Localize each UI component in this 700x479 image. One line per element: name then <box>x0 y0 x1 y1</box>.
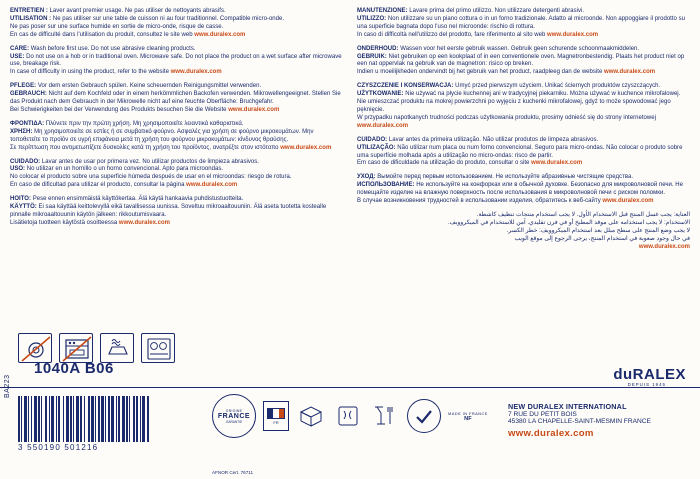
french-flag-icon <box>263 401 289 431</box>
microwave-safe-icon <box>100 333 134 363</box>
ru-care-text: Вымойте перед первым использованием. Не используйте абразивные чистящие средства. <box>377 174 634 181</box>
pl-url[interactable]: www.duralex.com <box>357 122 409 129</box>
en-care-text: Wash before first use. Do not use abrasive cleaning products. <box>30 45 196 52</box>
right-column <box>357 8 690 338</box>
no-stovetop-icon <box>18 333 52 363</box>
pt-care-text: Lavar antes da primeira utilização. Não utilizar produtos de limpeza abrasivos. <box>388 136 599 143</box>
ofg-main: FRANCE <box>217 412 251 420</box>
fr-url[interactable]: www.duralex.com <box>194 31 246 38</box>
de-use-line3: Bei Schwierigkeiten bei der Verwendung des Produkts besuchen Sie die Website <box>10 106 229 113</box>
es-care-label: CUIDADO: <box>10 158 42 165</box>
pt-use-text: Não utilizar num placa ou num forno convencional. Seguro para micro-ondas. Não colocar o produto sobre uma superfície molhada após a utilização no micro-ondas: risco de partir. <box>357 144 683 159</box>
company-name: NEW DURALEX INTERNATIONAL <box>508 402 627 411</box>
ru-url[interactable]: www.duralex.com <box>602 198 654 205</box>
es-use-text: No utilizar en un hornillo o un horno convencional. Apto para microondas. <box>26 166 224 173</box>
it-care-label: MANUTENZIONE: <box>357 8 410 14</box>
ofg-top: ORIGINE <box>225 408 243 413</box>
barcode-bars <box>18 396 210 442</box>
de-use-text: Nicht auf dem Kochfeld oder in einem herkömmlichen Backofen verwenden. Mikrowellengeeignet. Stellen Sie das Produkt nach dem Gebrauch in der Mikrowelle nicht auf eine feuchte Oberfläche: Bruchgefahr. <box>10 91 341 106</box>
product-code: 1040A B06 <box>34 360 114 377</box>
fi-care-label: HOITO: <box>10 196 33 203</box>
pt-care-label: CUIDADO: <box>357 136 389 143</box>
block-pt <box>357 137 690 169</box>
block-de <box>10 83 343 115</box>
glass-fork-food-safe-icon <box>370 401 400 431</box>
duralex-brand-sub: DEPUIS 1945 <box>627 382 666 387</box>
nl-care-text: Wassen voor het eerste gebruik wassen. Gebruik geen schurende schoonmaakmiddelen. <box>400 45 640 52</box>
en-use-label: USE: <box>10 53 27 60</box>
fr-care-label: ENTRETIEN : <box>10 8 50 14</box>
de-url[interactable]: www.duralex.com <box>228 106 280 113</box>
en-use-line3: In case of difficulty in using the product, refer to the website <box>10 69 171 76</box>
ar-line4: في حال وجود صعوبة في استخدام المنتج، يرجى الرجوع إلى موقع الويب <box>514 235 690 242</box>
mif-top: MADE IN FRANCE <box>448 410 488 416</box>
nl-use-label: GEBRUIK: <box>357 53 389 60</box>
es-url[interactable]: www.duralex.com <box>186 182 238 189</box>
nl-use-line3: Indien u moeilijkheden ondervindt bij het gebruik van het product, raadpleeg dan de website <box>357 69 605 76</box>
flag-label: FR <box>273 419 279 425</box>
it-use-label: UTILIZZO: <box>357 15 388 22</box>
company-website[interactable]: www.duralex.com <box>508 428 594 439</box>
block-el <box>10 121 343 153</box>
temperature-icon <box>333 401 363 431</box>
left-column <box>10 8 343 338</box>
it-url[interactable]: www.duralex.com <box>547 31 599 38</box>
pictogram-row <box>18 333 175 363</box>
pl-use-line3: W przypadku napotkanych trudności podczas użytkowania produktu, prosimy odnieść się do strony internetowej <box>357 114 656 121</box>
fr-use-line2: Ne pas poser sur une surface humide en sortie de micro-onde, risque de casse. <box>10 23 224 30</box>
de-care-text: Vor dem ersten Gebrauch spülen. Keine scheuernden Reinigungsmittel verwenden. <box>37 83 262 90</box>
fr-use-label: UTILISATION : <box>10 15 53 22</box>
block-ar <box>357 212 690 252</box>
block-ru <box>357 174 690 206</box>
nf-certification-icon <box>407 399 441 433</box>
el-care-label: ΦΡΟΝΤΙΔΑ: <box>10 120 46 127</box>
el-url[interactable]: www.duralex.com <box>280 144 332 151</box>
company-info <box>508 402 688 439</box>
no-oven-icon <box>59 333 93 363</box>
block-fi <box>10 196 343 228</box>
it-use-text: Non utilizzare su un piano cottura o in un forno tradizionale. Adatto al microonde. Non appoggiare il prodotto su una superficie bagnata dopo l'uso nel microonde: rischio di rottura. <box>357 15 685 30</box>
el-use-line3: Σε περίπτωση που αντιμετωπίζετε δυσκολίες κατά τη χρήση του προϊόντος, ανατρέξτε στον ιστότοπο <box>10 144 281 151</box>
ru-care-label: УХОД: <box>357 174 378 181</box>
nl-use-text: Niet gebruiken op een kookplaat of in een conventionele oven. Magnetronbestendig. Plaats het product niet op een nat oppervlak na gebruik van de magnetron: risico op breken. <box>357 53 685 68</box>
block-es <box>10 159 343 191</box>
ru-use-label: ИСПОЛЬЗОВАНИЕ: <box>357 182 417 189</box>
certification-logos <box>212 394 488 438</box>
es-use-label: USO: <box>10 166 27 173</box>
recycle-box-icon <box>296 401 326 431</box>
dishwasher-safe-icon <box>141 333 175 363</box>
fr-use-text: Ne pas utiliser sur une table de cuisson ni au four traditionnel. Compatible micro-onde. <box>52 15 285 22</box>
mif-bottom: NF <box>464 415 472 422</box>
block-en <box>10 46 343 78</box>
en-use-text: Do not use on a hob or in traditional oven. Microwave safe. Do not place the product on a wet surface after microwave use, breakage risk. <box>10 53 342 68</box>
block-fr <box>10 8 343 40</box>
fi-use-label: KÄYTTÖ: <box>10 204 39 211</box>
block-it <box>357 8 690 40</box>
made-in-france-logo <box>448 411 488 422</box>
ar-url[interactable]: www.duralex.com <box>638 243 690 250</box>
it-care-text: Lavare prima del primo utilizzo. Non utilizzare detergenti abrasivi. <box>409 8 585 14</box>
it-use-line3: In caso di difficoltà nell'utilizzo del prodotto, fare riferimento al sito web <box>357 31 548 38</box>
pt-use-line3: Em caso de dificuldade na utilização do produto, consultar o site <box>357 160 532 167</box>
ar-line3: لا يجب وضع المنتج على سطح مبلل بعد استخدام الميكروويف: خطر الكسر. <box>506 227 690 234</box>
fi-url[interactable]: www.duralex.com <box>118 219 171 226</box>
company-address-2: 45380 LA CHAPELLE-SAINT-MESMIN FRANCE <box>508 418 651 425</box>
el-use-text: Μη χρησιμοποιείτε σε εστίες ή σε συμβατικό φούρνο. Ασφαλές για χρήση σε φούρνο μικροκυμάτων. Μην τοποθετείτε το προϊόν σε υγρή επιφάνεια μετά τη χρήση του φούρνου μικροκυμάτων: κίνδυνος θραύσης. <box>10 128 314 143</box>
el-care-text: Πλύνετε πριν την πρώτη χρήση. Μη χρησιμοποιείτε λειαντικά καθαριστικά. <box>45 120 244 127</box>
ofg-bottom: GARANTIE <box>225 419 243 424</box>
ar-line1: العناية: يجب غسل المنتج قبل الاستخدام الأول. لا يجب استخدام منتجات تنظيف كاشطة. <box>476 211 690 218</box>
pt-use-label: UTILIZAÇÃO: <box>357 144 398 151</box>
pl-care-text: Umyć przed pierwszym użyciem. Unikać ściernych produktów czyszczących. <box>455 83 661 90</box>
side-code: BA223 <box>4 374 11 398</box>
en-url[interactable]: www.duralex.com <box>170 69 222 76</box>
barcode <box>18 396 210 452</box>
block-pl <box>357 83 690 130</box>
nl-url[interactable]: www.duralex.com <box>604 69 656 76</box>
fr-use-line3: En cas de difficulté dans l'utilisation du produit, consultez le site web <box>10 31 195 38</box>
footer-band <box>0 360 700 479</box>
barcode-number: 3 550190 501216 <box>18 443 99 452</box>
de-use-label: GEBRAUCH: <box>10 91 49 98</box>
duralex-brand-logo: duRALEX <box>613 366 686 383</box>
en-care-label: CARE: <box>10 45 31 52</box>
pl-use-label: UŻYTKOWANIE: <box>357 91 406 98</box>
ar-line2: الاستخدام: لا يجب استخدامه على موقد المطبخ أو في فرن تقليدي. آمن للاستخدام في الميكروويف. <box>447 219 690 226</box>
pt-url[interactable]: www.duralex.com <box>531 160 583 167</box>
afnor-text: AFNOR Cert. 76711 <box>212 470 254 475</box>
de-care-label: PFLEGE: <box>10 83 38 90</box>
company-address-1: 7 RUE DU PETIT BOIS <box>508 411 577 418</box>
es-care-text: Lavar antes de usar por primera vez. No utilizar productos de limpieza abrasivos. <box>41 158 259 165</box>
text-columns <box>10 8 690 338</box>
es-use-line4: En caso de dificultad para utilizar el producto, consultar la página <box>10 182 187 189</box>
block-nl <box>357 46 690 78</box>
fi-care-text: Pese ennen ensimmäistä käyttökertaa. Älä käytä hankaavia puhdistustuotteita. <box>32 196 244 203</box>
pl-care-label: CZYSZCZENIE I KONSERWACJA: <box>357 83 456 90</box>
fi-use-text: Ei saa käyttää keittolevyllä eikä tavallisessa uunissa. Soveltuu mikroaaltouuniin. Älä aseta tuotetta kostealle pinnalle mikroaaltouunin käytön jälkeen: rikkoutumisvaara. <box>10 204 327 218</box>
ru-use-text: Не используйте на конфорках или в обычной духовке. Безопасно для микроволновой печи. Не помещайте изделие на влажную поверхность после использования в микроволновой печи с риском поломки. <box>357 182 683 197</box>
es-use-line3: No colocar el producto sobre una superficie húmeda después de usar en el microondas: riesgo de rotura. <box>10 174 292 181</box>
origine-france-garantie-logo <box>212 394 256 438</box>
fr-care-text: Laver avant premier usage. Ne pas utiliser de nettoyants abrasifs. <box>49 8 226 14</box>
ru-use-line3: В случае возникновения трудностей в использовании изделия, обратитесь к веб-сайту <box>357 198 603 205</box>
nl-care-label: ONDERHOUD: <box>357 45 401 52</box>
el-use-label: ΧΡΗΣΗ: <box>10 128 35 135</box>
pl-use-text: Nie używać na płycie kuchennej ani w tradycyjnej piekarniku. Można używać w kuchence mikrofalowej. Nie umieszczać produktu na mokrej powierzchni po wyjęciu z kuchenki mikrofalowej, gdyż to może spowodować jego pęknięcie. <box>357 91 681 113</box>
fi-use-line3: Lisätietoja tuotteen käytöstä osoitteessa <box>10 219 119 226</box>
